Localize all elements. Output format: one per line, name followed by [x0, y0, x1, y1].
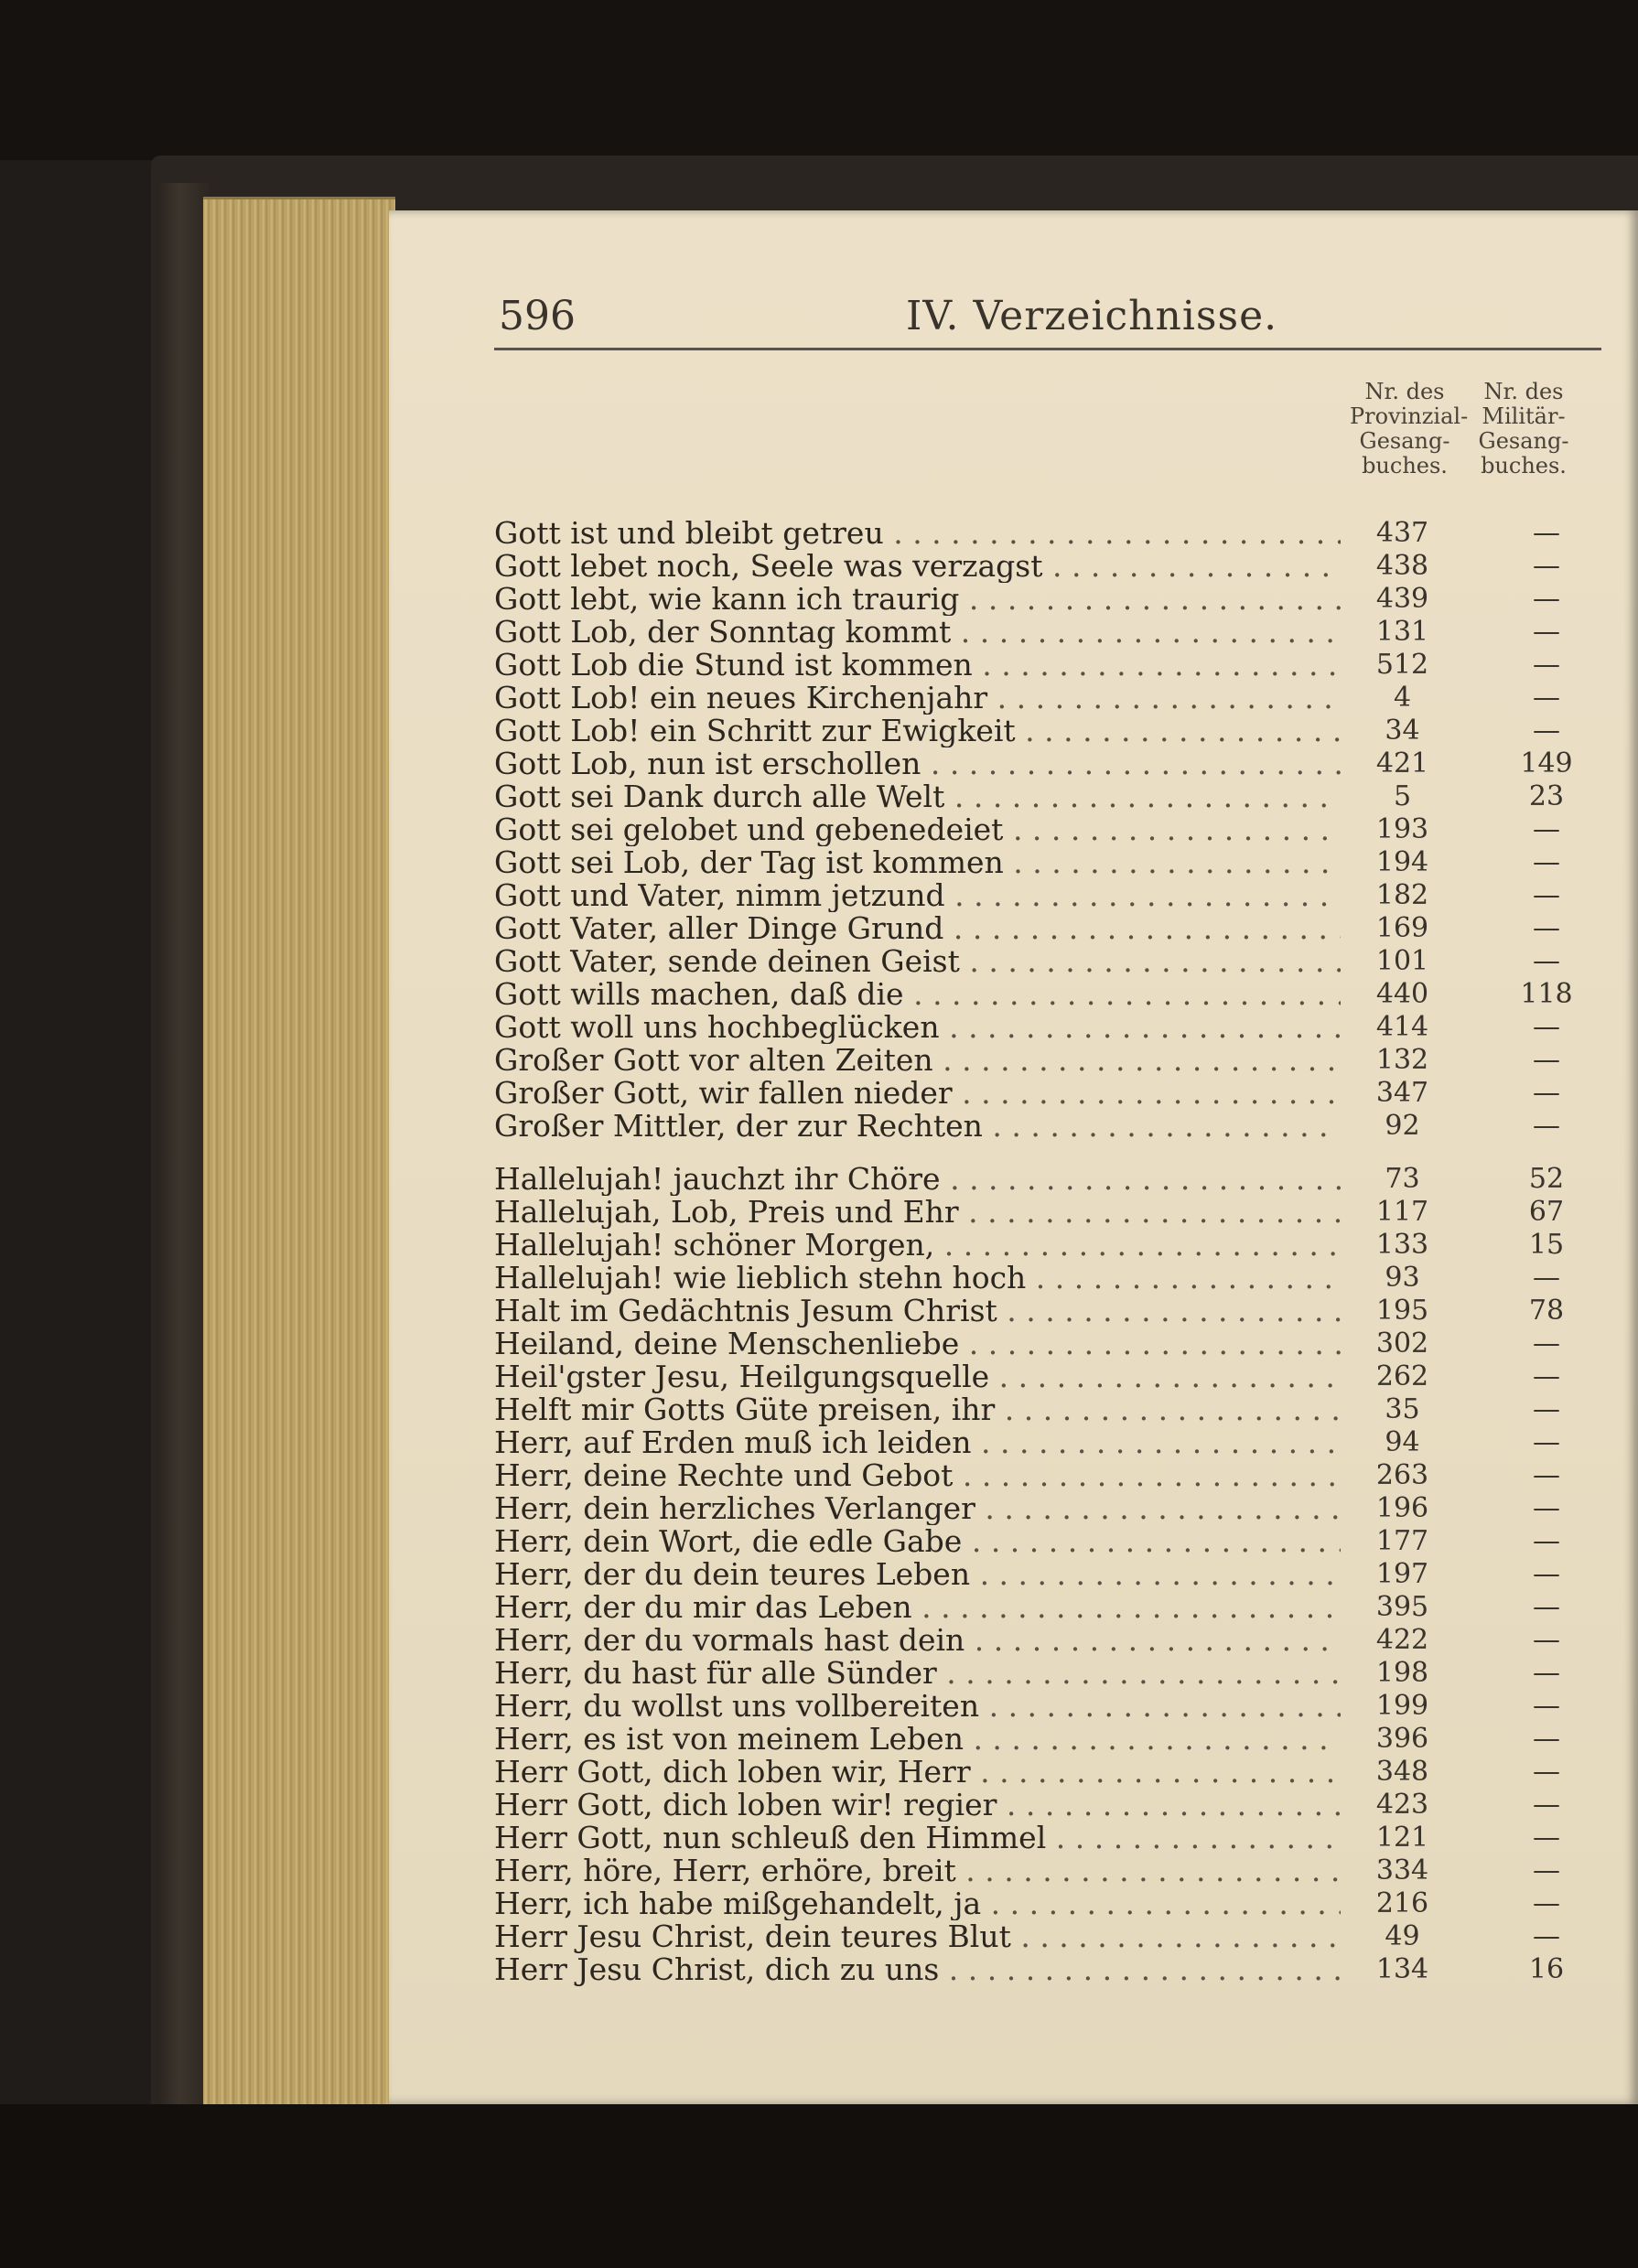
military-number: —	[1533, 583, 1560, 615]
provincial-number: 182	[1375, 879, 1429, 911]
hymn-title: Herr, du hast für alle Sünder . . .	[494, 1657, 1341, 1690]
military-number: —	[1533, 1426, 1560, 1458]
provincial-number: 4	[1393, 682, 1412, 714]
index-entry	[494, 616, 1620, 649]
hymn-title: Herr, der du dein teures Leben . . .	[494, 1558, 1341, 1591]
provincial-number: 439	[1375, 583, 1429, 615]
hymn-title: Herr, du wollst uns vollbereiten . . .	[494, 1690, 1341, 1723]
page-number: 596	[499, 293, 576, 339]
index-entry	[494, 517, 1620, 550]
hymn-title: Herr, deine Rechte und Gebot . . .	[494, 1459, 1341, 1492]
provincial-number: 423	[1375, 1789, 1429, 1821]
index-entry	[494, 1360, 1620, 1393]
hymn-title: Halt im Gedächtnis Jesum Christ . . .	[494, 1295, 1341, 1327]
military-number: —	[1533, 1327, 1560, 1360]
provincial-number: 169	[1375, 912, 1429, 944]
index-entry	[494, 1459, 1620, 1492]
index-entry	[494, 1110, 1620, 1143]
hymn-title: Hallelujah! schöner Morgen, . . .	[494, 1229, 1341, 1262]
hymn-title: Herr, dein herzliches Verlanger . . .	[494, 1492, 1341, 1525]
military-number: —	[1533, 682, 1560, 714]
military-number: —	[1533, 1690, 1560, 1722]
provincial-number: 263	[1375, 1459, 1429, 1491]
index-entry	[494, 1789, 1620, 1822]
military-number: —	[1533, 1011, 1560, 1043]
provincial-number: 131	[1375, 616, 1429, 648]
hymn-title: Hallelujah! jauchzt ihr Chöre . . .	[494, 1163, 1341, 1196]
index-entry	[494, 1690, 1620, 1723]
military-number: —	[1533, 1077, 1560, 1109]
hymn-index	[494, 517, 1620, 1986]
military-number: 149	[1520, 747, 1573, 779]
military-number: —	[1533, 1459, 1560, 1491]
index-entry	[494, 879, 1620, 912]
hymn-title: Gott Lob die Stund ist kommen . . .	[494, 649, 1341, 682]
running-title: IV. Verzeichnisse.	[906, 293, 1278, 339]
provincial-number: 117	[1375, 1196, 1429, 1228]
provincial-number: 440	[1375, 978, 1429, 1010]
hymn-title: Gott lebt, wie kann ich traurig . . .	[494, 583, 1341, 616]
hymn-title: Großer Gott vor alten Zeiten . . .	[494, 1044, 1341, 1077]
index-entry	[494, 550, 1620, 583]
military-number: 67	[1528, 1196, 1565, 1228]
index-entry	[494, 1822, 1620, 1854]
military-number: —	[1533, 1591, 1560, 1623]
provincial-number: 121	[1375, 1822, 1429, 1854]
index-entry	[494, 1591, 1620, 1624]
hymn-title: Heil'gster Jesu, Heilgungsquelle . . .	[494, 1360, 1341, 1393]
provincial-number: 196	[1375, 1492, 1429, 1524]
hymn-title: Herr, es ist von meinem Leben . . .	[494, 1723, 1341, 1756]
military-number: —	[1533, 1492, 1560, 1524]
provincial-number: 395	[1375, 1591, 1429, 1623]
index-entry	[494, 1624, 1620, 1657]
hymn-title: Gott Lob, der Sonntag kommt . . .	[494, 616, 1341, 649]
military-number: 16	[1528, 1953, 1565, 1985]
index-entry	[494, 1887, 1620, 1920]
index-entry	[494, 1854, 1620, 1887]
military-number: —	[1533, 1110, 1560, 1142]
hymn-title: Gott sei Lob, der Tag ist kommen . . .	[494, 846, 1341, 879]
provincial-number: 199	[1375, 1690, 1429, 1722]
column-header-military: Nr. des Militär-Gesang-buches.	[1478, 379, 1569, 478]
index-entry	[494, 1492, 1620, 1525]
military-number: —	[1533, 1044, 1560, 1076]
military-number: 15	[1528, 1229, 1565, 1261]
provincial-number: 216	[1375, 1887, 1429, 1919]
military-number: 118	[1520, 978, 1573, 1010]
background-bottom	[0, 2104, 1638, 2268]
military-number: —	[1533, 1854, 1560, 1886]
provincial-number: 35	[1385, 1393, 1420, 1425]
military-number: —	[1533, 1756, 1560, 1788]
provincial-number: 194	[1375, 846, 1429, 878]
hymn-title: Herr, höre, Herr, erhöre, breit . . .	[494, 1854, 1341, 1887]
hymn-title: Herr, der du mir das Leben . . .	[494, 1591, 1341, 1624]
military-number: —	[1533, 1262, 1560, 1294]
index-entry	[494, 813, 1620, 846]
background	[0, 0, 1638, 160]
index-entry	[494, 846, 1620, 879]
provincial-number: 198	[1375, 1657, 1429, 1689]
column-header-provincial: Nr. des Provinzial-Gesang-buches.	[1350, 379, 1469, 478]
index-entry	[494, 1920, 1620, 1953]
military-number: —	[1533, 1723, 1560, 1755]
index-entry	[494, 1077, 1620, 1110]
index-entry	[494, 1558, 1620, 1591]
military-number: 23	[1528, 780, 1565, 812]
index-entry	[494, 583, 1620, 616]
provincial-number: 177	[1375, 1525, 1429, 1557]
index-entry	[494, 1196, 1620, 1229]
hymn-title: Gott wills machen, daß die . . .	[494, 978, 1341, 1011]
hymn-title: Heiland, deine Menschenliebe . . .	[494, 1327, 1341, 1360]
military-number: —	[1533, 1920, 1560, 1952]
index-entry	[494, 649, 1620, 682]
military-number: —	[1533, 1558, 1560, 1590]
index-entry	[494, 747, 1620, 780]
index-entry	[494, 1011, 1620, 1044]
index-entry	[494, 1756, 1620, 1789]
military-number: —	[1533, 1525, 1560, 1557]
provincial-number: 134	[1375, 1953, 1429, 1985]
hymn-title: Gott Vater, aller Dinge Grund . . .	[494, 912, 1341, 945]
military-number: —	[1533, 1657, 1560, 1689]
military-number: 52	[1528, 1163, 1565, 1195]
hymn-title: Gott Lob! ein neues Kirchenjahr . . .	[494, 682, 1341, 715]
military-number: —	[1533, 1789, 1560, 1821]
index-entry	[494, 1953, 1620, 1986]
military-number: —	[1533, 912, 1560, 944]
index-entry	[494, 1723, 1620, 1756]
header-rule	[494, 348, 1601, 350]
provincial-number: 438	[1375, 550, 1429, 582]
military-number: —	[1533, 879, 1560, 911]
hymn-title: Hallelujah! wie lieblich stehn hoch . . .	[494, 1262, 1341, 1295]
section-gap	[494, 1143, 1620, 1163]
military-number: —	[1533, 1393, 1560, 1425]
provincial-number: 101	[1375, 945, 1429, 977]
hymn-title: Gott Vater, sende deinen Geist . . .	[494, 945, 1341, 978]
book-page	[389, 210, 1638, 2104]
hymn-title: Gott und Vater, nimm jetzund . . .	[494, 879, 1341, 912]
provincial-number: 262	[1375, 1360, 1429, 1392]
hymn-title: Gott sei Dank durch alle Welt . . .	[494, 780, 1341, 813]
provincial-number: 132	[1375, 1044, 1429, 1076]
hymn-title: Gott Lob! ein Schritt zur Ewigkeit . . .	[494, 715, 1341, 747]
provincial-number: 347	[1375, 1077, 1429, 1109]
provincial-number: 197	[1375, 1558, 1429, 1590]
military-number: —	[1533, 649, 1560, 681]
hymn-title: Herr, der du vormals hast dein . . .	[494, 1624, 1341, 1657]
military-number: —	[1533, 1624, 1560, 1656]
military-number: —	[1533, 945, 1560, 977]
index-entry	[494, 978, 1620, 1011]
hymn-title: Herr, ich habe mißgehandelt, ja . . .	[494, 1887, 1341, 1920]
provincial-number: 195	[1375, 1295, 1429, 1327]
military-number: —	[1533, 846, 1560, 878]
provincial-number: 334	[1375, 1854, 1429, 1886]
military-number: —	[1533, 550, 1560, 582]
index-entry	[494, 1229, 1620, 1262]
index-entry	[494, 1044, 1620, 1077]
index-entry	[494, 1262, 1620, 1295]
military-number: 78	[1528, 1295, 1565, 1327]
provincial-number: 396	[1375, 1723, 1429, 1755]
provincial-number: 414	[1375, 1011, 1429, 1043]
hymn-title: Herr, auf Erden muß ich leiden . . .	[494, 1426, 1341, 1459]
military-number: —	[1533, 715, 1560, 747]
hymn-title: Herr Jesu Christ, dein teures Blut . . .	[494, 1920, 1341, 1953]
hymn-title: Großer Gott, wir fallen nieder . . .	[494, 1077, 1341, 1110]
provincial-number: 94	[1385, 1426, 1420, 1458]
index-entry	[494, 1426, 1620, 1459]
hymn-title: Herr Gott, dich loben wir! regier . . .	[494, 1789, 1341, 1822]
hymn-title: Gott lebet noch, Seele was verzagst . . .	[494, 550, 1341, 583]
hymn-title: Gott woll uns hochbeglücken . . .	[494, 1011, 1341, 1044]
index-entry	[494, 1295, 1620, 1327]
hymn-title: Gott Lob, nun ist erschollen . . .	[494, 747, 1341, 780]
provincial-number: 73	[1385, 1163, 1420, 1195]
provincial-number: 422	[1375, 1624, 1429, 1656]
hymn-title: Herr Gott, nun schleuß den Himmel . . .	[494, 1822, 1341, 1854]
index-entry	[494, 945, 1620, 978]
provincial-number: 302	[1375, 1327, 1429, 1360]
index-entry	[494, 1393, 1620, 1426]
provincial-number: 437	[1375, 517, 1429, 549]
index-entry	[494, 1657, 1620, 1690]
provincial-number: 512	[1375, 649, 1429, 681]
index-entry	[494, 1525, 1620, 1558]
provincial-number: 5	[1393, 780, 1412, 812]
hymn-title: Herr, dein Wort, die edle Gabe . . .	[494, 1525, 1341, 1558]
hymn-title: Helft mir Gotts Güte preisen, ihr . . .	[494, 1393, 1341, 1426]
military-number: —	[1533, 517, 1560, 549]
hymn-title: Herr Jesu Christ, dich zu uns . . .	[494, 1953, 1341, 1986]
military-number: —	[1533, 616, 1560, 648]
military-number: —	[1533, 1887, 1560, 1919]
military-number: —	[1533, 1360, 1560, 1392]
index-entry	[494, 682, 1620, 715]
hymn-title: Herr Gott, dich loben wir, Herr . . .	[494, 1756, 1341, 1789]
index-entry	[494, 715, 1620, 747]
hymn-title: Großer Mittler, der zur Rechten . . .	[494, 1110, 1341, 1143]
provincial-number: 133	[1375, 1229, 1429, 1261]
provincial-number: 93	[1385, 1262, 1420, 1294]
military-number: —	[1533, 1822, 1560, 1854]
provincial-number: 49	[1385, 1920, 1420, 1952]
index-entry	[494, 1163, 1620, 1196]
provincial-number: 92	[1385, 1110, 1420, 1142]
index-entry	[494, 780, 1620, 813]
military-number: —	[1533, 813, 1560, 845]
provincial-number: 348	[1375, 1756, 1429, 1788]
provincial-number: 193	[1375, 813, 1429, 845]
index-entry	[494, 912, 1620, 945]
provincial-number: 421	[1375, 747, 1429, 779]
hymn-title: Hallelujah, Lob, Preis und Ehr . . .	[494, 1196, 1341, 1229]
provincial-number: 34	[1385, 715, 1420, 747]
page-edges	[203, 197, 395, 2114]
hymn-title: Gott sei gelobet und gebenedeiet . . .	[494, 813, 1341, 846]
hymn-title: Gott ist und bleibt getreu . . .	[494, 517, 1341, 550]
index-entry	[494, 1327, 1620, 1360]
